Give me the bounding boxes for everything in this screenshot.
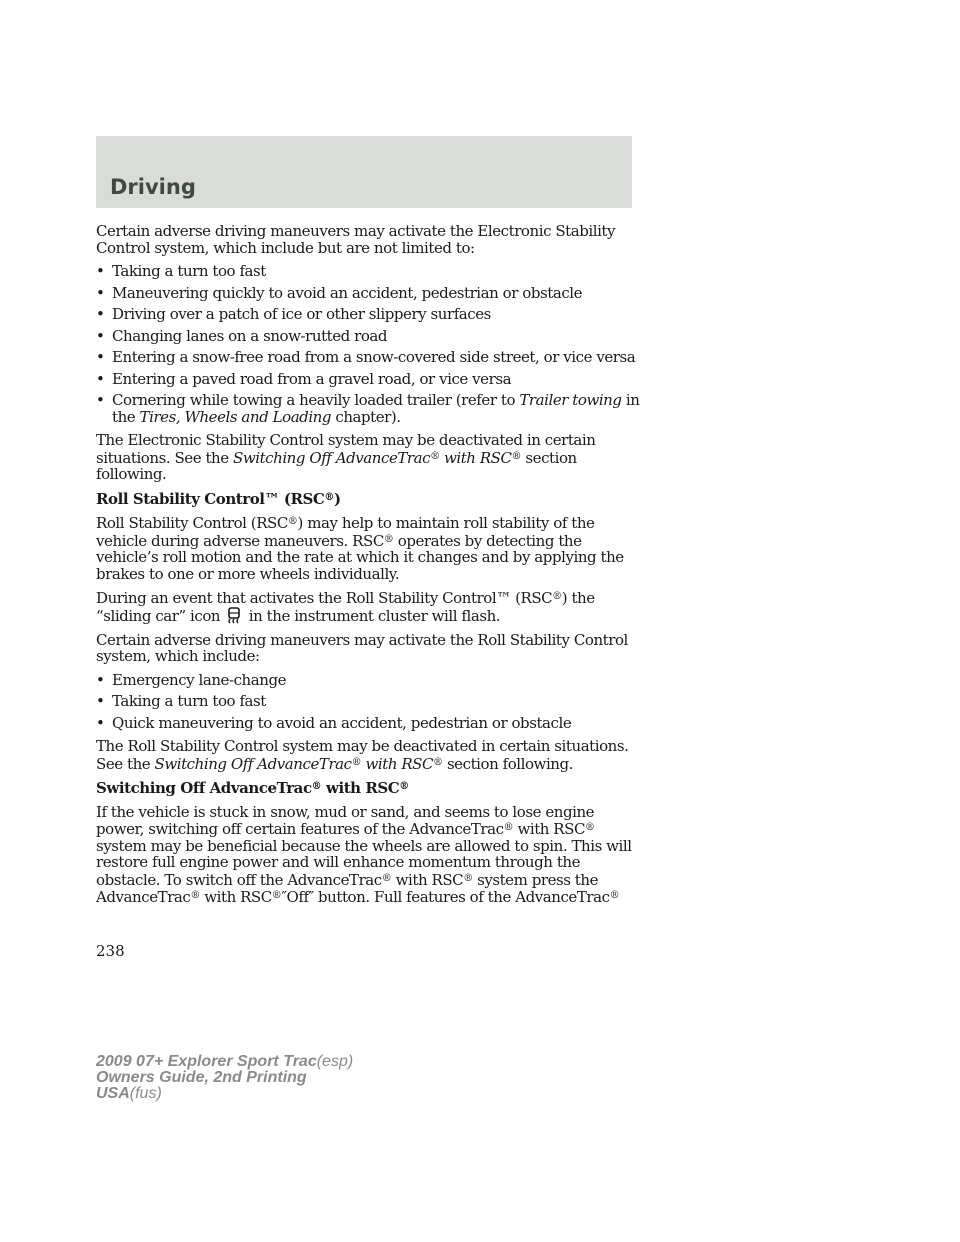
page-content (96, 223, 641, 913)
list-item: • Cornering while towing a heavily loaded trailer (refer to Trailer towing in the Tires, Wheels and Loading chapter). (96, 391, 640, 426)
switching-off-reference: Switching Off AdvanceTrac® with RSC® (154, 754, 443, 773)
page-number: 238 (96, 942, 125, 960)
trailer-towing-reference: Trailer towing (519, 391, 622, 409)
list-item: • Driving over a patch of ice or other slippery surfaces (96, 305, 491, 323)
list-item: • Taking a turn too fast (96, 692, 266, 710)
footer-printing-line: Owners Guide, 2nd Printing (96, 1069, 307, 1086)
list-item: • Maneuvering quickly to avoid an accident, pedestrian or obstacle (96, 283, 583, 302)
tires-chapter-reference: Tires, Wheels and Loading (139, 407, 332, 426)
list-item: • Changing lanes on a snow-rutted road (96, 326, 388, 345)
esc-intro: Certain adverse driving maneuvers may activate the Electronic Stability Control system, which include but are not limited to: (96, 222, 616, 257)
section-title: Driving (110, 175, 196, 199)
list-item: • Entering a snow-free road from a snow-covered side street, or vice versa (96, 348, 636, 366)
document-footer (96, 1054, 353, 1102)
footer-market-line: USA(fus) (96, 1085, 162, 1102)
rsc-maneuver-list (96, 672, 641, 732)
list-item: • Emergency lane-change (96, 670, 287, 689)
list-item: • Taking a turn too fast (96, 262, 266, 280)
rsc-event-note: During an event that activates the Roll Stability Control™ (RSC®) the “sliding car” icon in the instrument cluster will flash. (96, 589, 595, 625)
rsc-description: Roll Stability Control (RSC®) may help to maintain roll stability of the vehicle during adverse maneuvers. RSC® operates by detecting the vehicle’s roll motion and the rate at which it changes and by applying the brakes to one or more wheels individually. (96, 514, 624, 583)
sliding-car-icon (226, 607, 242, 625)
list-item: • Entering a paved road from a gravel road, or vice versa (96, 369, 512, 388)
rsc-heading: Roll Stability Control™ (RSC®) (96, 489, 341, 508)
rsc-deactivation-note: The Roll Stability Control system may be deactivated in certain situations. See the Switching Off AdvanceTrac® with RSC® section following. (96, 737, 629, 773)
rsc-activation-intro: Certain adverse driving maneuvers may activate the Roll Stability Control system, which include: (96, 630, 628, 665)
switching-off-description: If the vehicle is stuck in snow, mud or sand, and seems to lose engine power, switching off certain features of the AdvanceTrac® with RSC® system may be beneficial because the wheels are allowed to spin. This will restore full engine power and will enhance momentum through the obstacle. To switch off the AdvanceTrac® with RSC® system press the AdvanceTrac® with RSC®″Off″ button. Full features of the AdvanceTrac® (96, 802, 632, 906)
esc-deactivation-note: The Electronic Stability Control system may be deactivated in certain situations. See the Switching Off AdvanceTrac® with RSC® section following. (96, 431, 596, 483)
switching-off-heading: Switching Off AdvanceTrac® with RSC® (96, 779, 409, 797)
footer-model-line: 2009 07+ Explorer Sport Trac(esp) (96, 1053, 354, 1070)
esc-maneuver-list (96, 263, 641, 425)
list-item: • Quick maneuvering to avoid an accident, pedestrian or obstacle (96, 713, 572, 732)
switching-off-reference: Switching Off AdvanceTrac® with RSC® (233, 448, 522, 467)
